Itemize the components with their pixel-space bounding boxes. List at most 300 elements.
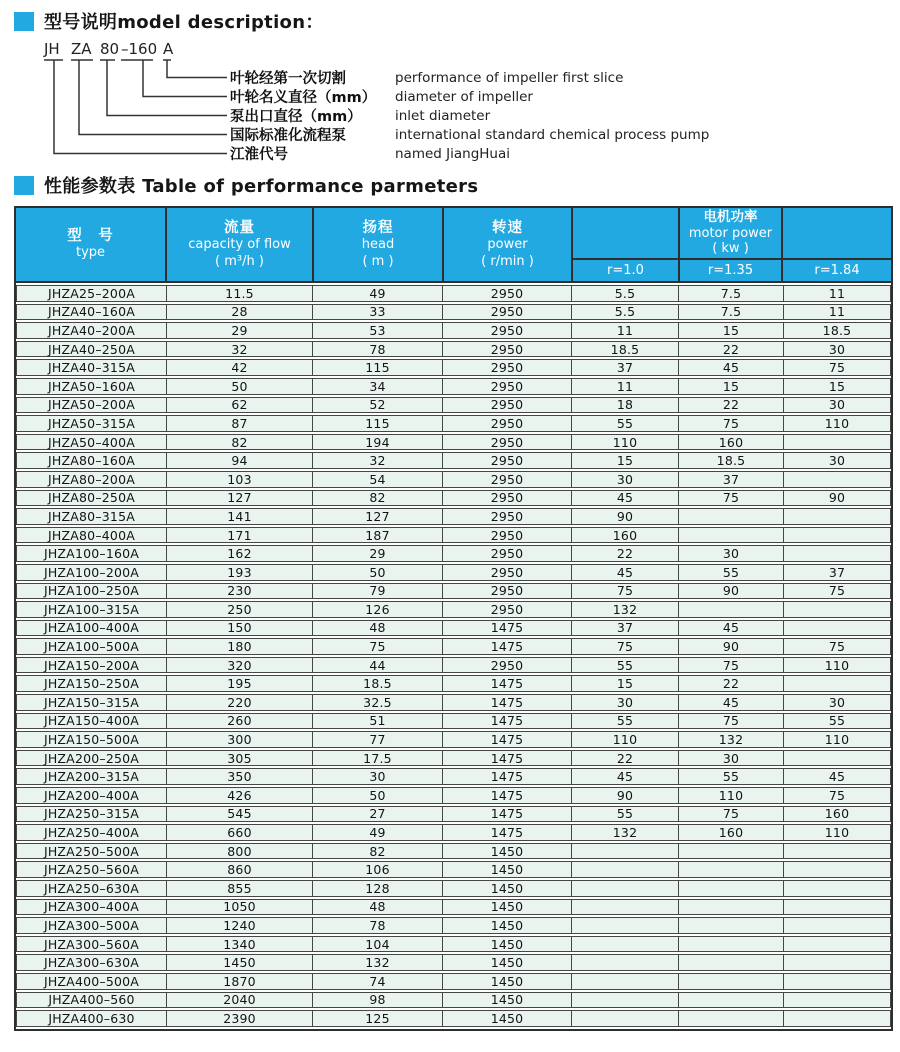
cell-power-r10 — [572, 937, 679, 952]
cell-head: 79 — [313, 584, 443, 599]
cell-head: 27 — [313, 807, 443, 822]
cell-flow: 127 — [167, 491, 313, 506]
cell-power-r135: 30 — [679, 751, 784, 766]
cell-flow: 2040 — [167, 993, 313, 1008]
table-row — [16, 1010, 891, 1027]
table-row — [16, 341, 891, 358]
header-head: 扬程 head ( m ) — [314, 208, 444, 281]
table-row — [16, 452, 891, 469]
cell-head: 50 — [313, 565, 443, 580]
cell-power-r135: 30 — [679, 546, 784, 561]
cell-power-r135: 90 — [679, 584, 784, 599]
cell-power-r10: 15 — [572, 453, 679, 468]
cell-speed: 1475 — [443, 621, 572, 636]
code-part-160: –160 — [121, 40, 158, 58]
cell-flow: 62 — [167, 398, 313, 413]
diagram-label-row — [230, 144, 510, 163]
cell-model: JHZA40–315A — [17, 360, 167, 375]
cell-power-r184: 75 — [828, 583, 846, 599]
label-en: named JiangHuai — [395, 145, 511, 162]
label-en: performance of impeller first slice — [395, 69, 624, 86]
cell-power-r10 — [572, 955, 679, 970]
table-row — [16, 768, 891, 785]
performance-table-heading — [14, 172, 900, 198]
table-row — [16, 378, 891, 395]
table-row — [16, 527, 891, 544]
cell-power-r135: 45 — [679, 621, 784, 636]
cell-speed: 1475 — [443, 807, 572, 822]
cell-power-r135: 18.5 — [679, 453, 784, 468]
cell-model: JHZA100–500A — [17, 639, 167, 654]
cell-power-r135 — [679, 881, 784, 896]
cell-speed: 1475 — [443, 751, 572, 766]
header-type: 型 号 type — [16, 208, 167, 281]
cell-power-r135 — [679, 900, 784, 915]
cell-flow: 300 — [167, 732, 313, 747]
cell-speed: 1475 — [443, 639, 572, 654]
diagram-label-row — [230, 87, 533, 106]
cell-speed: 1475 — [443, 714, 572, 729]
cell-power-r10 — [572, 862, 679, 877]
cell-flow: 29 — [167, 323, 313, 338]
cell-power-r184 — [784, 435, 890, 450]
cell-power-r184: 30 — [828, 694, 846, 710]
cell-head: 78 — [313, 342, 443, 357]
cell-speed: 2950 — [443, 453, 572, 468]
model-code-diagram — [0, 38, 900, 170]
cell-head: 48 — [313, 900, 443, 915]
label-zh: 叶轮名义直径（mm） — [230, 90, 377, 106]
cell-flow: 426 — [167, 788, 313, 803]
model-description-heading — [14, 8, 900, 34]
cell-flow: 260 — [167, 714, 313, 729]
table-row — [16, 359, 891, 376]
code-part-a: A — [163, 40, 174, 58]
label-zh: 泵出口直径（mm） — [230, 109, 362, 125]
cell-power-r184 — [784, 751, 890, 766]
table-body — [16, 285, 891, 1029]
cell-speed: 1450 — [443, 918, 572, 933]
cell-power-r184 — [784, 844, 890, 859]
cell-power-r135: 75 — [679, 658, 784, 673]
cell-power-r135 — [679, 509, 784, 524]
cell-power-r135 — [679, 1011, 784, 1026]
cell-power-r135: 45 — [679, 360, 784, 375]
table-row — [16, 750, 891, 767]
diagram-label-row — [230, 125, 709, 144]
cell-flow: 195 — [167, 676, 313, 691]
cell-power-r184 — [784, 862, 890, 877]
cell-power-r10: 132 — [572, 825, 679, 840]
cell-speed: 1475 — [443, 825, 572, 840]
cell-flow: 320 — [167, 658, 313, 673]
pump-catalog-page — [0, 8, 900, 1031]
cell-power-r184: 30 — [828, 453, 846, 469]
cell-flow: 180 — [167, 639, 313, 654]
table-row — [16, 471, 891, 488]
cell-flow: 855 — [167, 881, 313, 896]
diagram-label-row — [230, 68, 623, 87]
table-row — [16, 285, 891, 302]
cell-speed: 2950 — [443, 360, 572, 375]
cell-speed: 1450 — [443, 974, 572, 989]
cell-power-r184 — [784, 602, 890, 617]
header-motor-left-blank — [573, 208, 678, 258]
table-row — [16, 843, 891, 860]
cell-head: 30 — [313, 769, 443, 784]
cell-power-r135 — [679, 974, 784, 989]
label-zh: 国际标准化流程泵 — [230, 128, 346, 144]
cell-head: 132 — [313, 955, 443, 970]
cell-speed: 1450 — [443, 862, 572, 877]
cell-model: JHZA150–250A — [17, 676, 167, 691]
cell-speed: 2950 — [443, 565, 572, 580]
header-motor-right-blank — [783, 208, 891, 258]
cell-flow: 1050 — [167, 900, 313, 915]
cell-power-r135: 90 — [679, 639, 784, 654]
cell-speed: 2950 — [443, 491, 572, 506]
cell-model: JHZA250–560A — [17, 862, 167, 877]
cell-flow: 860 — [167, 862, 313, 877]
code-part-za: ZA — [71, 40, 92, 58]
cell-flow: 250 — [167, 602, 313, 617]
cell-head: 187 — [313, 528, 443, 543]
cell-power-r135: 160 — [679, 825, 784, 840]
label-zh: 江淮代号 — [230, 147, 288, 163]
cell-power-r10: 18 — [572, 398, 679, 413]
cell-speed: 1450 — [443, 900, 572, 915]
table-row — [16, 508, 891, 525]
cell-head: 74 — [313, 974, 443, 989]
cell-head: 34 — [313, 379, 443, 394]
cell-head: 54 — [313, 472, 443, 487]
cell-power-r135: 7.5 — [679, 286, 784, 301]
table-row — [16, 973, 891, 990]
cell-head: 126 — [313, 602, 443, 617]
table-row — [16, 583, 891, 600]
cell-flow: 2390 — [167, 1011, 313, 1026]
cell-head: 50 — [313, 788, 443, 803]
cell-flow: 800 — [167, 844, 313, 859]
cell-power-r135: 75 — [679, 416, 784, 431]
cell-model: JHZA80–200A — [17, 472, 167, 487]
cell-head: 127 — [313, 509, 443, 524]
cell-flow: 82 — [167, 435, 313, 450]
cell-model: JHZA40–200A — [17, 323, 167, 338]
table-row — [16, 731, 891, 748]
table-row — [16, 545, 891, 562]
cell-power-r10: 90 — [572, 509, 679, 524]
cell-power-r135 — [679, 937, 784, 952]
cell-power-r135 — [679, 993, 784, 1008]
cell-power-r135 — [679, 955, 784, 970]
cell-flow: 103 — [167, 472, 313, 487]
cell-flow: 1340 — [167, 937, 313, 952]
cell-power-r135: 75 — [679, 807, 784, 822]
cell-model: JHZA100–200A — [17, 565, 167, 580]
cell-flow: 32 — [167, 342, 313, 357]
cell-power-r184 — [784, 472, 890, 487]
cell-speed: 1475 — [443, 769, 572, 784]
cell-model: JHZA300–560A — [17, 937, 167, 952]
cell-head: 82 — [313, 491, 443, 506]
cell-flow: 660 — [167, 825, 313, 840]
table-row — [16, 806, 891, 823]
cell-head: 82 — [313, 844, 443, 859]
cell-speed: 2950 — [443, 416, 572, 431]
cell-flow: 1240 — [167, 918, 313, 933]
cell-power-r135: 55 — [679, 565, 784, 580]
cell-power-r184 — [784, 528, 890, 543]
cell-speed: 2950 — [443, 528, 572, 543]
cell-power-r184 — [784, 900, 890, 915]
cell-power-r10: 110 — [572, 732, 679, 747]
cell-head: 115 — [313, 416, 443, 431]
cell-head: 51 — [313, 714, 443, 729]
cell-power-r184 — [784, 993, 890, 1008]
cell-power-r135: 110 — [679, 788, 784, 803]
cell-speed: 2950 — [443, 472, 572, 487]
cell-power-r10 — [572, 993, 679, 1008]
cell-flow: 193 — [167, 565, 313, 580]
header-ratio-r135: r=1.35 — [678, 260, 783, 281]
cell-power-r10: 45 — [572, 565, 679, 580]
cell-model: JHZA100–250A — [17, 584, 167, 599]
cell-speed: 1475 — [443, 788, 572, 803]
section-bullet-icon — [14, 176, 34, 195]
cell-flow: 141 — [167, 509, 313, 524]
cell-power-r184: 37 — [828, 564, 846, 580]
table-row — [16, 434, 891, 451]
table-row — [16, 824, 891, 841]
cell-power-r184: 55 — [828, 713, 846, 729]
cell-model: JHZA300–400A — [17, 900, 167, 915]
cell-power-r10 — [572, 900, 679, 915]
cell-power-r10 — [572, 844, 679, 859]
cell-power-r184 — [784, 937, 890, 952]
cell-model: JHZA150–200A — [17, 658, 167, 673]
cell-model: JHZA50–400A — [17, 435, 167, 450]
cell-power-r10: 90 — [572, 788, 679, 803]
performance-table — [14, 206, 893, 1031]
cell-model: JHZA250–630A — [17, 881, 167, 896]
cell-power-r135: 15 — [679, 323, 784, 338]
cell-power-r10: 18.5 — [572, 342, 679, 357]
cell-flow: 545 — [167, 807, 313, 822]
table-row — [16, 880, 891, 897]
table-row — [16, 694, 891, 711]
cell-power-r135: 132 — [679, 732, 784, 747]
cell-speed: 1450 — [443, 937, 572, 952]
cell-speed: 1450 — [443, 993, 572, 1008]
table-row — [16, 787, 891, 804]
cell-model: JHZA80–250A — [17, 491, 167, 506]
cell-model: JHZA250–315A — [17, 807, 167, 822]
cell-power-r184 — [784, 546, 890, 561]
cell-power-r184: 110 — [824, 732, 850, 748]
cell-model: JHZA400–630 — [17, 1011, 167, 1026]
cell-model: JHZA40–250A — [17, 342, 167, 357]
cell-model: JHZA100–160A — [17, 546, 167, 561]
cell-flow: 11.5 — [167, 286, 313, 301]
cell-head: 17.5 — [313, 751, 443, 766]
cell-power-r135: 7.5 — [679, 305, 784, 320]
cell-power-r184: 90 — [828, 490, 846, 506]
cell-power-r10: 55 — [572, 416, 679, 431]
cell-power-r135: 75 — [679, 491, 784, 506]
cell-speed: 1450 — [443, 1011, 572, 1026]
cell-power-r10: 5.5 — [572, 305, 679, 320]
cell-power-r10: 22 — [572, 546, 679, 561]
table-row — [16, 936, 891, 953]
cell-power-r10: 37 — [572, 621, 679, 636]
cell-head: 18.5 — [313, 676, 443, 691]
cell-model: JHZA200–400A — [17, 788, 167, 803]
header-ratio-r10: r=1.0 — [607, 263, 644, 278]
cell-power-r10 — [572, 881, 679, 896]
cell-power-r10: 11 — [572, 379, 679, 394]
cell-power-r135: 22 — [679, 342, 784, 357]
cell-model: JHZA25–200A — [17, 286, 167, 301]
code-part-80: 80 — [100, 40, 120, 58]
cell-model: JHZA150–315A — [17, 695, 167, 710]
cell-power-r10: 5.5 — [572, 286, 679, 301]
table-row — [16, 304, 891, 321]
cell-power-r184: 30 — [828, 397, 846, 413]
cell-head: 52 — [313, 398, 443, 413]
cell-speed: 2950 — [443, 286, 572, 301]
cell-head: 115 — [313, 360, 443, 375]
cell-power-r10: 110 — [572, 435, 679, 450]
cell-model: JHZA50–200A — [17, 398, 167, 413]
cell-model: JHZA300–630A — [17, 955, 167, 970]
cell-head: 98 — [313, 993, 443, 1008]
cell-flow: 230 — [167, 584, 313, 599]
label-zh: 叶轮经第一次切割 — [230, 71, 346, 87]
cell-speed: 1475 — [443, 695, 572, 710]
table-row — [16, 397, 891, 414]
cell-flow: 162 — [167, 546, 313, 561]
cell-power-r184: 11 — [828, 285, 846, 301]
table-header — [16, 208, 891, 283]
table-row — [16, 415, 891, 432]
cell-power-r135: 160 — [679, 435, 784, 450]
table-row — [16, 992, 891, 1009]
header-ratio-r184: r=1.84 — [814, 263, 860, 278]
cell-flow: 1450 — [167, 955, 313, 970]
table-row — [16, 620, 891, 637]
cell-power-r10: 37 — [572, 360, 679, 375]
cell-power-r184: 110 — [824, 825, 850, 841]
cell-power-r10 — [572, 1011, 679, 1026]
cell-power-r184: 160 — [824, 806, 850, 822]
cell-head: 49 — [313, 286, 443, 301]
cell-power-r184 — [784, 955, 890, 970]
cell-power-r10: 160 — [572, 528, 679, 543]
cell-speed: 2950 — [443, 342, 572, 357]
model-description-title-text: 型号说明model description： — [44, 12, 324, 33]
cell-speed: 2950 — [443, 509, 572, 524]
cell-model: JHZA50–315A — [17, 416, 167, 431]
cell-speed: 2950 — [443, 546, 572, 561]
cell-speed: 1475 — [443, 732, 572, 747]
cell-power-r184: 30 — [828, 341, 846, 357]
cell-power-r184 — [784, 676, 890, 691]
cell-head: 53 — [313, 323, 443, 338]
cell-head: 75 — [313, 639, 443, 654]
cell-head: 29 — [313, 546, 443, 561]
table-row — [16, 713, 891, 730]
cell-power-r184: 11 — [828, 304, 846, 320]
cell-power-r10: 75 — [572, 639, 679, 654]
header-speed: 转速 power ( r/min ) — [444, 208, 573, 281]
cell-speed: 2950 — [443, 305, 572, 320]
cell-power-r10: 75 — [572, 584, 679, 599]
cell-power-r184: 18.5 — [822, 322, 852, 338]
cell-power-r135: 22 — [679, 676, 784, 691]
cell-speed: 2950 — [443, 379, 572, 394]
cell-model: JHZA200–315A — [17, 769, 167, 784]
cell-head: 104 — [313, 937, 443, 952]
cell-model: JHZA50–160A — [17, 379, 167, 394]
cell-head: 128 — [313, 881, 443, 896]
cell-power-r10: 30 — [572, 695, 679, 710]
cell-model: JHZA100–400A — [17, 621, 167, 636]
cell-model: JHZA250–400A — [17, 825, 167, 840]
cell-head: 125 — [313, 1011, 443, 1026]
code-part-jh: JH — [44, 40, 60, 58]
cell-speed: 2950 — [443, 323, 572, 338]
cell-speed: 1450 — [443, 955, 572, 970]
cell-head: 32.5 — [313, 695, 443, 710]
cell-power-r135 — [679, 528, 784, 543]
cell-model: JHZA80–400A — [17, 528, 167, 543]
table-row — [16, 322, 891, 339]
table-row — [16, 601, 891, 618]
table-row — [16, 675, 891, 692]
cell-power-r10: 30 — [572, 472, 679, 487]
cell-speed: 2950 — [443, 602, 572, 617]
cell-model: JHZA250–500A — [17, 844, 167, 859]
label-en: diameter of impeller — [395, 88, 533, 105]
cell-power-r184: 75 — [828, 360, 846, 376]
cell-power-r184 — [784, 509, 890, 524]
section-bullet-icon — [14, 12, 34, 31]
cell-model: JHZA100–315A — [17, 602, 167, 617]
cell-power-r10: 45 — [572, 491, 679, 506]
cell-power-r135: 45 — [679, 695, 784, 710]
cell-head: 48 — [313, 621, 443, 636]
cell-model: JHZA300–500A — [17, 918, 167, 933]
cell-power-r135 — [679, 862, 784, 877]
cell-power-r184: 45 — [828, 769, 846, 785]
table-row — [16, 917, 891, 934]
cell-flow: 1870 — [167, 974, 313, 989]
table-row — [16, 899, 891, 916]
cell-power-r135: 22 — [679, 398, 784, 413]
cell-head: 44 — [313, 658, 443, 673]
cell-speed: 1450 — [443, 844, 572, 859]
cell-head: 33 — [313, 305, 443, 320]
table-row — [16, 657, 891, 674]
cell-power-r135 — [679, 602, 784, 617]
table-row — [16, 954, 891, 971]
cell-power-r10: 132 — [572, 602, 679, 617]
cell-power-r135 — [679, 918, 784, 933]
cell-power-r10 — [572, 974, 679, 989]
cell-power-r10: 55 — [572, 714, 679, 729]
cell-flow: 220 — [167, 695, 313, 710]
